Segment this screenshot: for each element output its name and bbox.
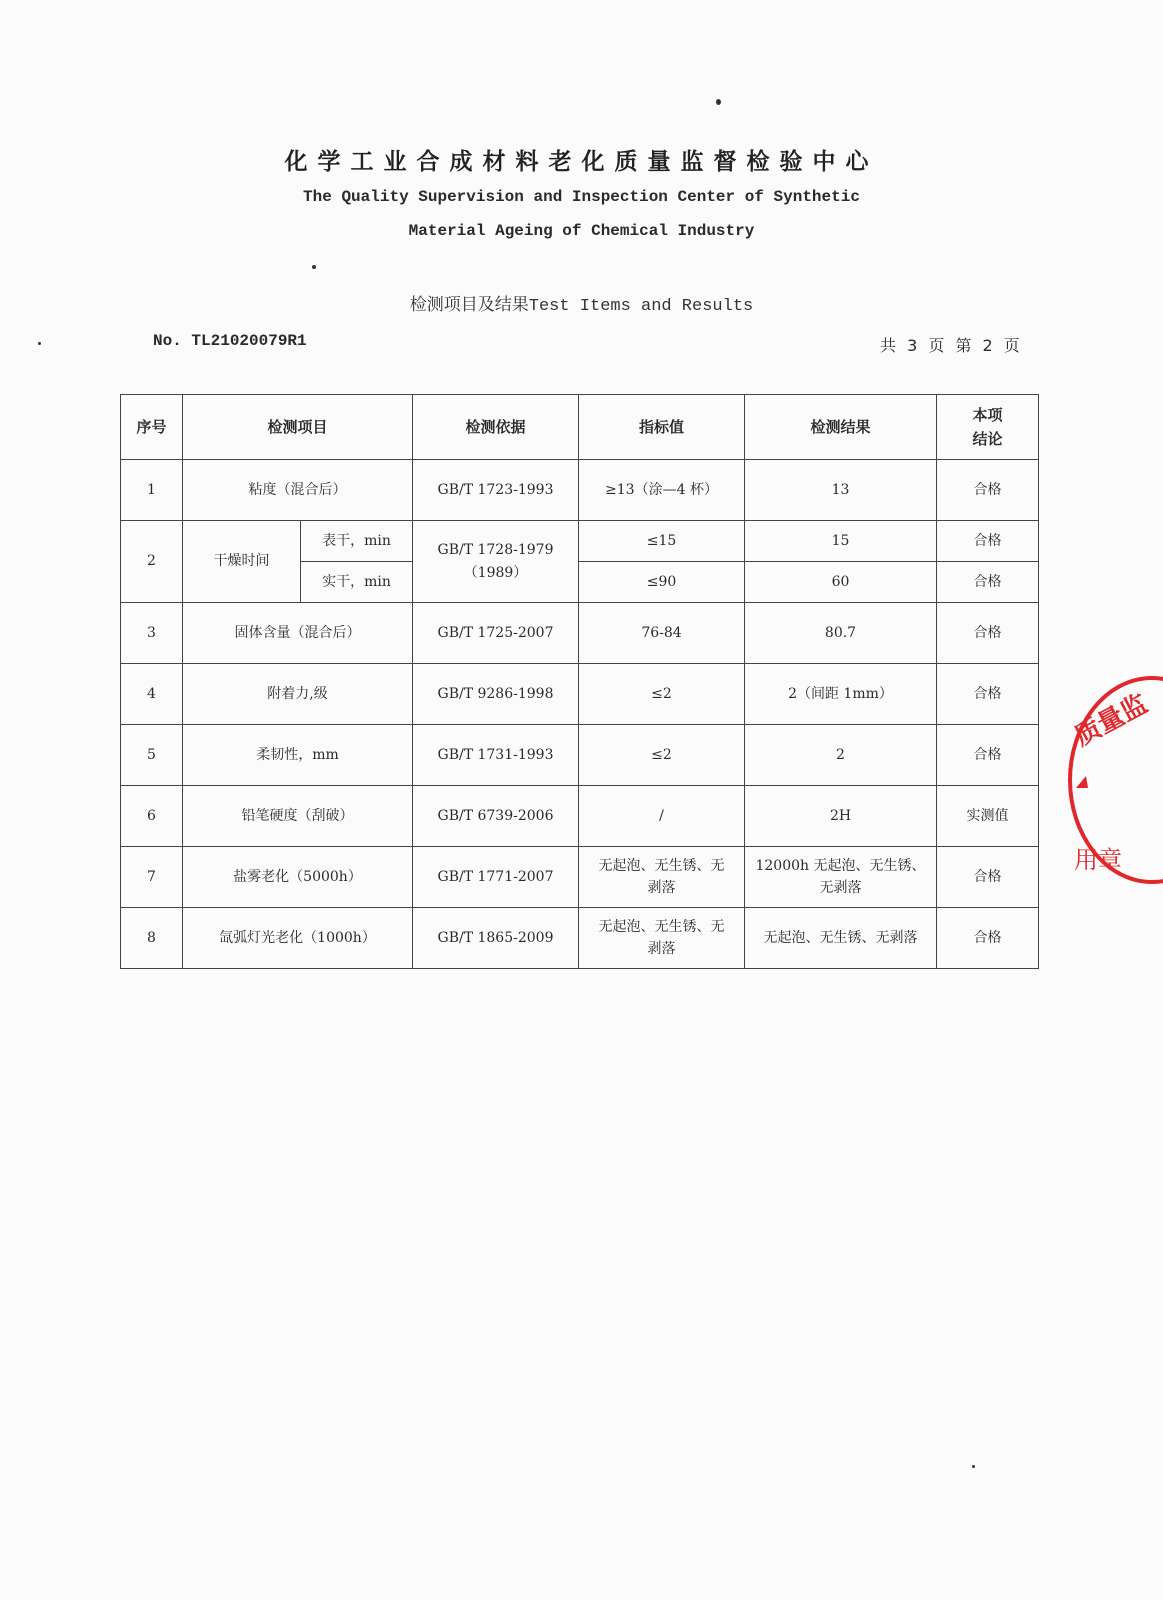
table-row bbox=[121, 786, 1039, 847]
table-row bbox=[121, 908, 1039, 969]
cell-result: 2H bbox=[745, 786, 937, 847]
cell-item: 附着力,级 bbox=[183, 664, 413, 725]
cell-no: 3 bbox=[121, 603, 183, 664]
cell-spec: ≤2 bbox=[579, 725, 745, 786]
results-table bbox=[120, 394, 1039, 969]
cell-standard: GB/T 1865-2009 bbox=[413, 908, 579, 969]
cell-standard: GB/T 1728-1979 （1989） bbox=[413, 521, 579, 603]
org-name-en-line1: The Quality Supervision and Inspection Center of Synthetic bbox=[303, 188, 860, 206]
cell-no: 6 bbox=[121, 786, 183, 847]
cell-item: 铅笔硬度（刮破） bbox=[183, 786, 413, 847]
cell-spec: ≥13（涂—4 杯） bbox=[579, 460, 745, 521]
cell-subitem: 实干，min bbox=[301, 562, 413, 603]
cell-result: 2 bbox=[745, 725, 937, 786]
cell-result: 13 bbox=[745, 460, 937, 521]
cell-no: 4 bbox=[121, 664, 183, 725]
cell-result: 80.7 bbox=[745, 603, 937, 664]
page-count: 共 3 页 第 2 页 bbox=[880, 336, 1023, 355]
cell-no: 5 bbox=[121, 725, 183, 786]
cell-spec: 无起泡、无生锈、无 剥落 bbox=[579, 908, 745, 969]
header-item: 检测项目 bbox=[183, 395, 413, 460]
cell-no: 1 bbox=[121, 460, 183, 521]
cell-item: 粘度（混合后） bbox=[183, 460, 413, 521]
cell-result: 无起泡、无生锈、无剥落 bbox=[745, 908, 937, 969]
cell-conclusion: 合格 bbox=[937, 603, 1039, 664]
cell-item: 干燥时间 bbox=[183, 521, 301, 603]
cell-result: 2（间距 1mm） bbox=[745, 664, 937, 725]
cell-conclusion: 合格 bbox=[937, 725, 1039, 786]
header-standard: 检测依据 bbox=[413, 395, 579, 460]
scan-speck bbox=[38, 342, 41, 345]
scan-speck bbox=[312, 265, 316, 269]
stamp-text-top: 质量监 bbox=[1069, 688, 1153, 753]
table-row bbox=[121, 460, 1039, 521]
cell-spec: 76-84 bbox=[579, 603, 745, 664]
header-no: 序号 bbox=[121, 395, 183, 460]
report-number: No. TL21020079R1 bbox=[153, 332, 307, 350]
cell-result: 12000h 无起泡、无生锈、 无剥落 bbox=[745, 847, 937, 908]
table-row bbox=[121, 603, 1039, 664]
table-row bbox=[121, 847, 1039, 908]
cell-item: 氙弧灯光老化（1000h） bbox=[183, 908, 413, 969]
cell-conclusion: 合格 bbox=[937, 908, 1039, 969]
header-conclusion: 本项 结论 bbox=[937, 395, 1039, 460]
table-row bbox=[121, 664, 1039, 725]
cell-conclusion: 合格 bbox=[937, 847, 1039, 908]
cell-conclusion: 合格 bbox=[937, 460, 1039, 521]
scan-speck bbox=[716, 99, 721, 105]
cell-spec: 无起泡、无生锈、无 剥落 bbox=[579, 847, 745, 908]
org-name-en-line2: Material Ageing of Chemical Industry bbox=[408, 222, 755, 240]
cell-result: 15 bbox=[745, 521, 937, 562]
table-row bbox=[121, 521, 1039, 562]
cell-result: 60 bbox=[745, 562, 937, 603]
cell-spec: ≤15 bbox=[579, 521, 745, 562]
stamp-star-icon bbox=[1076, 776, 1088, 788]
cell-item: 盐雾老化（5000h） bbox=[183, 847, 413, 908]
official-stamp-icon bbox=[1068, 676, 1163, 884]
cell-spec: / bbox=[579, 786, 745, 847]
cell-no: 8 bbox=[121, 908, 183, 969]
cell-item: 柔韧性，mm bbox=[183, 725, 413, 786]
scan-speck bbox=[972, 1465, 975, 1468]
table-row bbox=[121, 725, 1039, 786]
section-title: 检测项目及结果Test Items and Results bbox=[409, 297, 754, 316]
cell-conclusion: 合格 bbox=[937, 521, 1039, 562]
org-name-cn: 化学工业合成材料老化质量监督检验中心 bbox=[284, 149, 879, 175]
header-result: 检测结果 bbox=[745, 395, 937, 460]
cell-standard: GB/T 6739-2006 bbox=[413, 786, 579, 847]
cell-item: 固体含量（混合后） bbox=[183, 603, 413, 664]
cell-standard: GB/T 9286-1998 bbox=[413, 664, 579, 725]
cell-no: 2 bbox=[121, 521, 183, 603]
cell-conclusion: 实测值 bbox=[937, 786, 1039, 847]
cell-standard: GB/T 1723-1993 bbox=[413, 460, 579, 521]
cell-conclusion: 合格 bbox=[937, 664, 1039, 725]
cell-subitem: 表干，min bbox=[301, 521, 413, 562]
cell-no: 7 bbox=[121, 847, 183, 908]
cell-standard: GB/T 1771-2007 bbox=[413, 847, 579, 908]
cell-standard: GB/T 1725-2007 bbox=[413, 603, 579, 664]
table-header-row bbox=[121, 395, 1039, 460]
cell-conclusion: 合格 bbox=[937, 562, 1039, 603]
stamp-text-bottom: 用章 bbox=[1074, 846, 1122, 874]
header-spec: 指标值 bbox=[579, 395, 745, 460]
cell-standard: GB/T 1731-1993 bbox=[413, 725, 579, 786]
cell-spec: ≤90 bbox=[579, 562, 745, 603]
cell-spec: ≤2 bbox=[579, 664, 745, 725]
